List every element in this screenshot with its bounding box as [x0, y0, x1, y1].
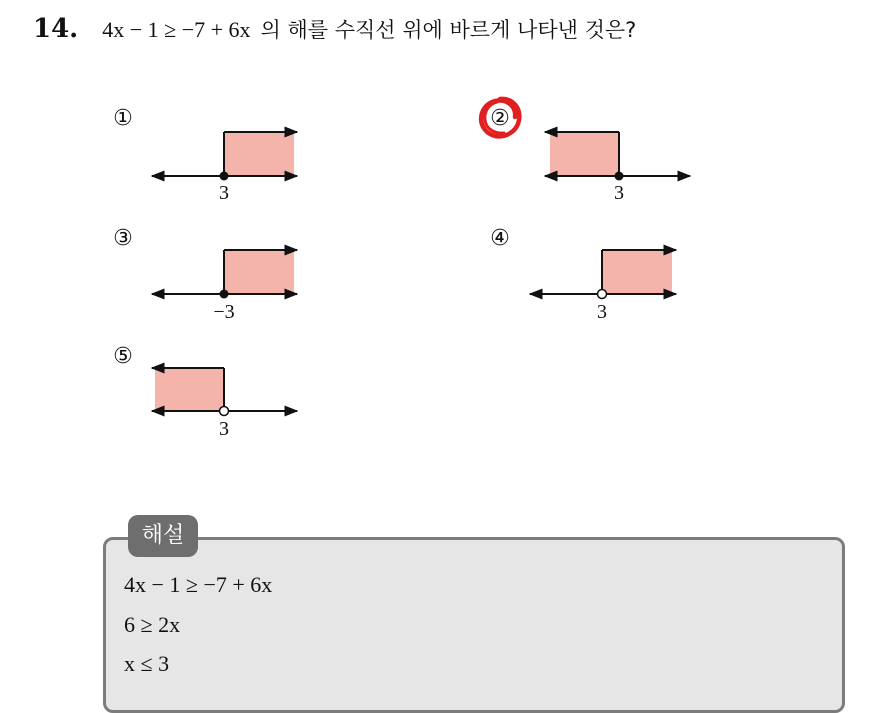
solution-line-1: 4x − 1 ≥ −7 + 6x: [124, 572, 273, 597]
solution-tag: 해설: [128, 515, 198, 557]
open-point: [220, 407, 229, 416]
closed-point: [220, 172, 229, 181]
tick-label-4: 3: [597, 301, 607, 323]
solution-line-3: x ≤ 3: [124, 651, 170, 676]
open-point: [598, 290, 607, 299]
tick-label-2: 3: [614, 182, 624, 204]
choice-4-label[interactable]: ④: [490, 226, 510, 251]
tick-label-1: 3: [219, 182, 229, 204]
tick-label-5: 3: [219, 418, 229, 440]
choice-1-label[interactable]: ①: [113, 106, 133, 131]
tick-label-3: −3: [213, 301, 235, 323]
question-text: 의 해를 수직선 위에 바르게 나타낸 것은?: [260, 18, 637, 42]
choice-3-label[interactable]: ③: [113, 226, 133, 251]
question-number: 14.: [33, 14, 79, 44]
choice-2-label[interactable]: ②: [490, 106, 510, 131]
number-line-1: [152, 132, 297, 204]
number-line-5: [152, 368, 297, 440]
closed-point: [615, 172, 624, 181]
question-expression: 4x − 1 ≥ −7 + 6x: [102, 17, 251, 42]
number-line-3: [152, 250, 297, 323]
number-line-2: [545, 132, 690, 204]
choice-5-label[interactable]: ⑤: [113, 344, 133, 369]
solution-box: [103, 537, 845, 713]
solution-line-2: 6 ≥ 2x: [124, 612, 181, 637]
number-line-4: [530, 250, 676, 323]
closed-point: [220, 290, 229, 299]
